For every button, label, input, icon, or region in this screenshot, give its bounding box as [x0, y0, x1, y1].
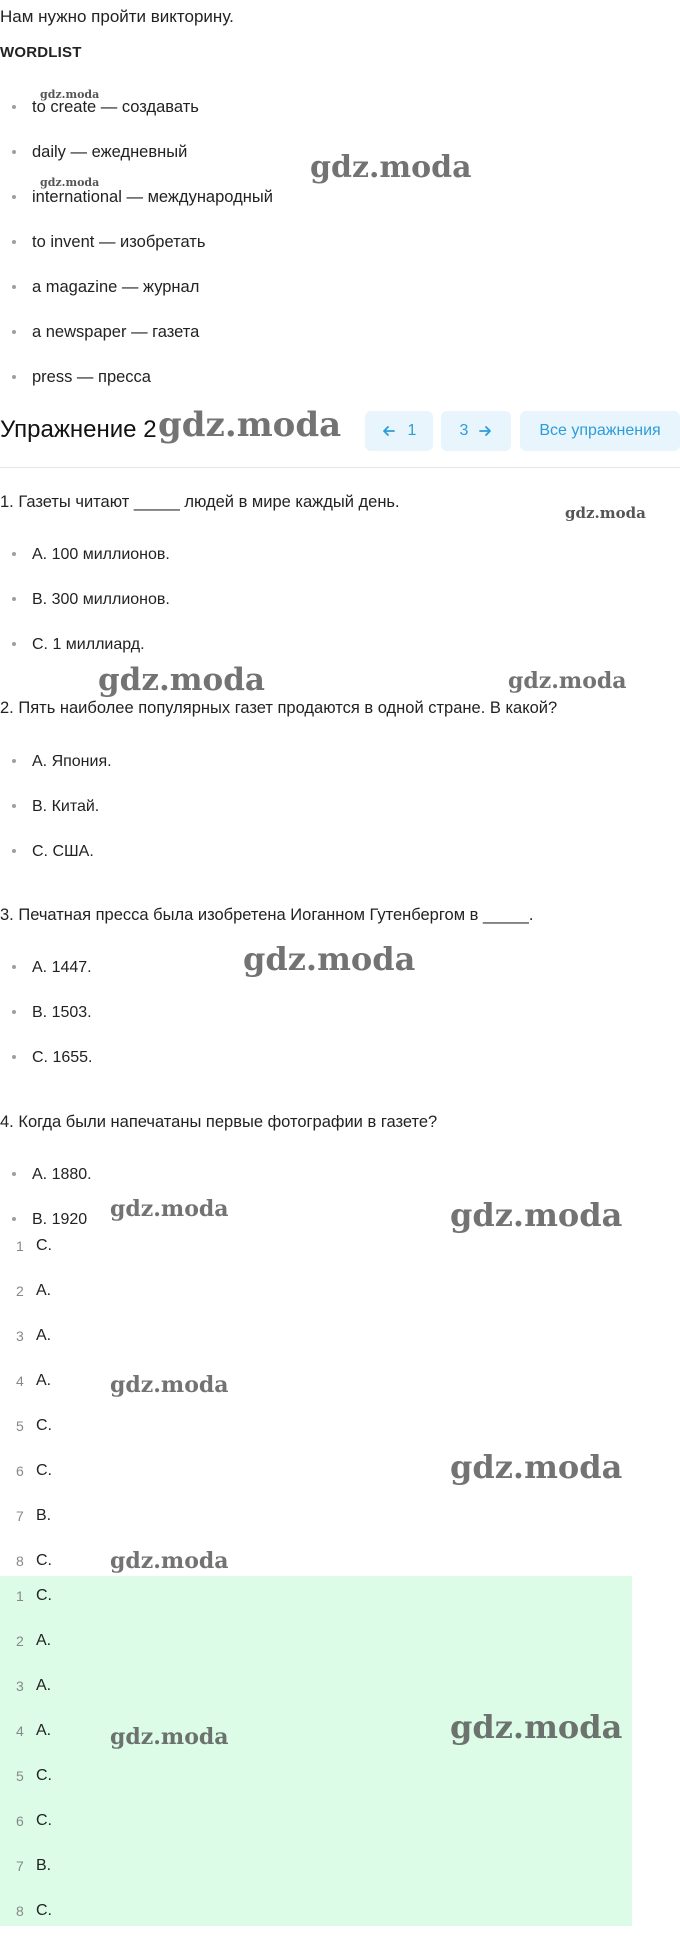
- watermark: gdz.moda: [450, 1196, 623, 1234]
- bullet-icon: [12, 849, 16, 853]
- wordlist-item: [12, 98, 199, 120]
- answer-option: [12, 1212, 87, 1224]
- watermark: gdz.moda: [508, 668, 627, 694]
- bullet-icon: [12, 1055, 16, 1059]
- exercise-title: Упражнение 2: [0, 416, 157, 443]
- wordlist-item-text: press — пресса: [32, 368, 151, 386]
- answer-number: 1: [16, 1588, 24, 1604]
- wordlist-item-text: daily — ежедневный: [32, 143, 188, 161]
- bullet-icon: [12, 150, 16, 154]
- answer-row: [0, 1496, 640, 1541]
- answer-row: [0, 1361, 640, 1406]
- answer-value: B.: [36, 1857, 52, 1874]
- answer-option: [12, 546, 170, 564]
- answer-row-highlighted: [0, 1621, 640, 1666]
- watermark: gdz.moda: [450, 1708, 623, 1746]
- answer-row: [0, 1271, 640, 1316]
- wordlist-item-text: to invent — изобретать: [32, 233, 206, 251]
- bullet-icon: [12, 330, 16, 334]
- answer-number: 3: [16, 1678, 24, 1694]
- option-text: A. Япония.: [32, 753, 112, 770]
- answer-number: 6: [16, 1463, 24, 1479]
- wordlist-item: [12, 188, 273, 210]
- answer-value: A.: [36, 1632, 52, 1649]
- option-text: A. 1880.: [32, 1166, 92, 1183]
- bullet-icon: [12, 552, 16, 556]
- answer-number: 4: [16, 1373, 24, 1389]
- answer-value: C.: [36, 1552, 52, 1569]
- wordlist-item-text: a newspaper — газета: [32, 323, 200, 341]
- arrow-right-icon: [478, 424, 492, 438]
- option-text: A. 100 миллионов.: [32, 546, 170, 563]
- answer-value: C.: [36, 1767, 52, 1784]
- bullet-icon: [12, 804, 16, 808]
- bullet-icon: [12, 1172, 16, 1176]
- all-exercises-button[interactable]: Все упражнения: [520, 411, 680, 451]
- wordlist-item: [12, 143, 187, 165]
- answer-value: C.: [36, 1812, 52, 1829]
- option-text: B. Китай.: [32, 798, 100, 815]
- bullet-icon: [12, 597, 16, 601]
- answer-number: 4: [16, 1723, 24, 1739]
- answer-option: [12, 1049, 92, 1067]
- option-text: C. США.: [32, 843, 94, 860]
- next-exercise-button[interactable]: [441, 411, 511, 451]
- answer-row-highlighted: [0, 1756, 640, 1801]
- answer-option: [12, 798, 99, 816]
- prev-exercise-button[interactable]: [365, 411, 433, 451]
- next-exercise-label: 3: [459, 422, 469, 439]
- answer-row-highlighted: [0, 1891, 640, 1936]
- question-text: 1. Газеты читают _____ людей в мире каждый день.: [0, 493, 400, 511]
- answer-number: 8: [16, 1553, 24, 1569]
- answer-option: [12, 1166, 92, 1184]
- wordlist-item: [12, 368, 151, 390]
- bullet-icon: [12, 642, 16, 646]
- answer-value: A.: [36, 1677, 52, 1694]
- watermark: gdz.moda: [98, 662, 265, 698]
- answer-option: [12, 843, 94, 861]
- answer-number: 6: [16, 1813, 24, 1829]
- answer-value: C.: [36, 1587, 52, 1604]
- wordlist-item-text: to create — создавать: [32, 98, 199, 116]
- answer-number: 3: [16, 1328, 24, 1344]
- watermark: gdz.moda: [110, 1372, 229, 1398]
- answer-number: 7: [16, 1508, 24, 1524]
- answer-option: [12, 753, 112, 771]
- watermark: gdz.moda: [110, 1548, 229, 1574]
- answer-row-highlighted: [0, 1846, 640, 1891]
- wordlist-item: [12, 278, 199, 300]
- answer-row-highlighted: [0, 1666, 640, 1711]
- wordlist-item-text: a magazine — журнал: [32, 278, 200, 296]
- answer-number: 8: [16, 1903, 24, 1919]
- bullet-icon: [12, 965, 16, 969]
- bullet-icon: [12, 195, 16, 199]
- answer-row: [0, 1316, 640, 1361]
- wordlist-item: [12, 323, 199, 345]
- option-text: C. 1655.: [32, 1049, 93, 1066]
- answer-value: C.: [36, 1417, 52, 1434]
- answer-option: [12, 636, 145, 654]
- answer-number: 5: [16, 1768, 24, 1784]
- answer-number: 2: [16, 1633, 24, 1649]
- watermark: gdz.moda: [110, 1724, 229, 1750]
- answer-row: [0, 1406, 640, 1451]
- bullet-icon: [12, 1217, 16, 1221]
- bullet-icon: [12, 105, 16, 109]
- watermark: gdz.moda: [110, 1196, 229, 1222]
- wordlist-item-text: international — международный: [32, 188, 273, 206]
- watermark: gdz.moda: [243, 940, 416, 978]
- question-text: 3. Печатная пресса была изобретена Иоганном Гутенбергом в _____.: [0, 906, 534, 924]
- divider: [0, 467, 680, 468]
- wordlist-title: WORDLIST: [0, 44, 82, 61]
- watermark: gdz.moda: [310, 150, 472, 185]
- answer-value: A.: [36, 1722, 52, 1739]
- answer-value: C.: [36, 1462, 52, 1479]
- bullet-icon: [12, 240, 16, 244]
- option-text: B. 300 миллионов.: [32, 591, 170, 608]
- answer-row-highlighted: [0, 1801, 640, 1846]
- bullet-icon: [12, 375, 16, 379]
- answer-value: B.: [36, 1507, 52, 1524]
- intro-text: Нам нужно пройти викторину.: [0, 7, 234, 26]
- prev-exercise-label: 1: [407, 422, 417, 439]
- watermark: gdz.moda: [450, 1448, 623, 1486]
- option-text: C. 1 миллиард.: [32, 636, 145, 653]
- answer-value: A.: [36, 1327, 52, 1344]
- watermark: gdz.moda: [40, 88, 100, 101]
- answer-value: A.: [36, 1282, 52, 1299]
- answer-number: 5: [16, 1418, 24, 1434]
- option-text: B. 1503.: [32, 1004, 92, 1021]
- watermark: gdz.moda: [565, 504, 646, 522]
- answer-value: A.: [36, 1372, 52, 1389]
- option-text: B. 1920: [32, 1212, 88, 1224]
- question-text: 2. Пять наиболее популярных газет продаются в одной стране. В какой?: [0, 699, 558, 717]
- option-text: A. 1447.: [32, 959, 92, 976]
- bullet-icon: [12, 1010, 16, 1014]
- bullet-icon: [12, 759, 16, 763]
- answer-option: [12, 591, 170, 609]
- watermark: gdz.moda: [158, 405, 342, 445]
- question-text: 4. Когда были напечатаны первые фотографии в газете?: [0, 1113, 438, 1131]
- wordlist-item: [12, 233, 205, 255]
- answer-option: [12, 1004, 92, 1022]
- arrow-left-icon: [382, 424, 396, 438]
- bullet-icon: [12, 285, 16, 289]
- answer-value: C.: [36, 1237, 52, 1254]
- answer-number: 7: [16, 1858, 24, 1874]
- answer-number: 2: [16, 1283, 24, 1299]
- answer-number: 1: [16, 1238, 24, 1254]
- answer-value: C.: [36, 1902, 52, 1919]
- answer-option: [12, 959, 92, 977]
- answer-row-highlighted: [0, 1576, 640, 1621]
- watermark: gdz.moda: [40, 176, 100, 189]
